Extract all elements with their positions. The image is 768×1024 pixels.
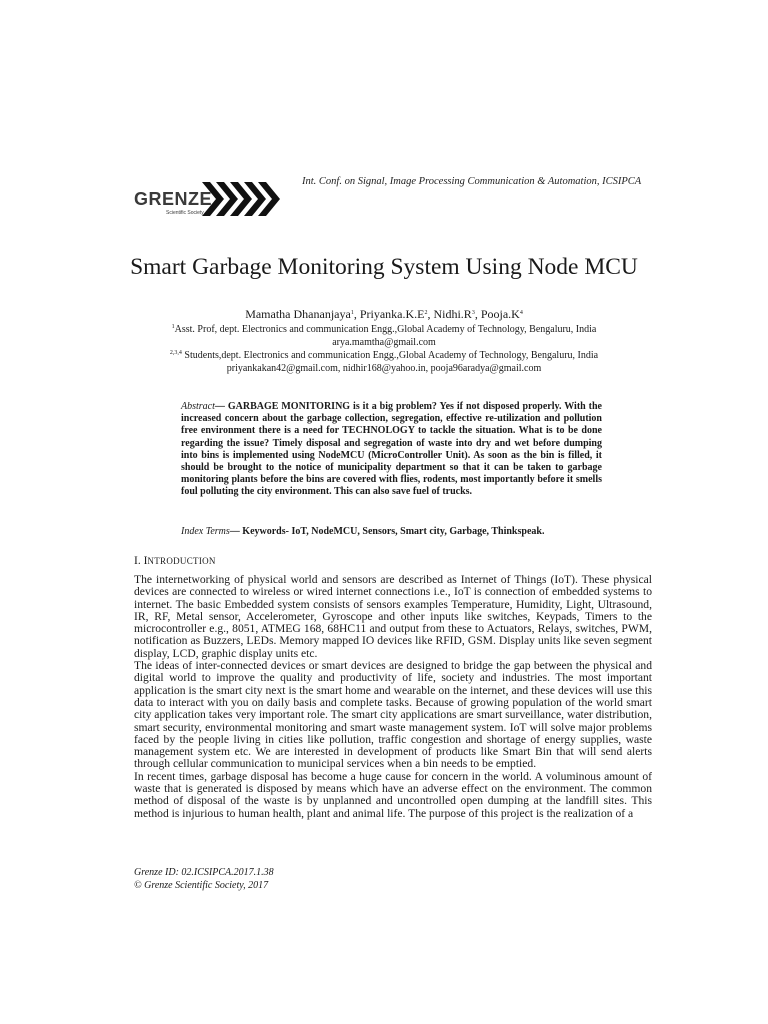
affiliation-sup: 1 <box>171 324 175 330</box>
section-number: I. I <box>134 555 148 567</box>
chevrons-icon <box>202 178 280 220</box>
abstract-lead: Abstract <box>181 401 215 412</box>
index-terms-lead: Index Terms <box>181 526 230 537</box>
logo-wordmark: GRENZE <box>134 189 213 209</box>
paragraph: In recent times, garbage disposal has become a huge cause for concern in the world. A voluminous amount of waste that is generated is disposed by means which have an adverse effect on the environment. The common method of disposal of the waste is by unplanned and uncontrolled open dumping at the landfill sites. This method is injurious to human health, plant and animal life. The purpose of this project is the realization of a <box>134 769 652 820</box>
section-heading <box>134 555 216 567</box>
index-terms-text: — Keywords- IoT, NodeMCU, Sensors, Smart city, Garbage, Thinkspeak. <box>229 526 545 537</box>
affiliation-sup: 2,3,4 <box>169 350 182 356</box>
abstract-text: — GARBAGE MONITORING is it a big problem? Yes if not disposed properly. With the increased concern about the garbage collection, segregation, effective re-utilization and pollution free environment there is a need for TECHNOLOGY to tackle the situation. What is to be done regarding the issue? Timely disposal and segregation of waste into dry and wet before dumping into bins is implemented using NodeMCU (MicroController Unit). As soon as the bin is filled, it should be brought to the notice of municipality department so that it can be taken to garbage monitoring plants before the bins are covered with flies, rodents, most importantly before it smells foul polluting the city environment. This can also save fuel of trucks. <box>181 401 602 498</box>
author-sup: 4 <box>519 310 523 316</box>
affiliation-2-email: priyankakan42@gmail.com, nidhir168@yahoo.in, pooja96aradya@gmail.com <box>226 363 542 374</box>
grenze-logo <box>134 176 280 222</box>
affiliation-2 <box>0 350 768 361</box>
affiliation-text: Asst. Prof, dept. Electronics and communication Engg.,Global Academy of Technology, Bengaluru, India <box>174 324 597 335</box>
grenze-id: Grenze ID: 02.ICSIPCA.2017.1.38 <box>134 867 274 878</box>
author-name: Pooja.K <box>480 307 520 321</box>
affiliation-1 <box>0 324 768 335</box>
section-title: NTRODUCTION <box>147 556 216 566</box>
author-sup: 2 <box>424 310 428 316</box>
affiliation-text: Students,dept. Electronics and communication Engg.,Global Academy of Technology, Bengaluru, India <box>181 350 599 361</box>
author-name: Nidhi.R <box>433 307 472 321</box>
author-name: Mamatha Dhananjaya <box>245 307 351 321</box>
body-text <box>134 574 652 820</box>
affiliation-1-email: arya.mamtha@gmail.com <box>332 337 436 348</box>
author-name: Priyanka.K.E <box>359 307 425 321</box>
copyright: © Grenze Scientific Society, 2017 <box>134 880 269 891</box>
author-sup: 1 <box>350 310 354 316</box>
author-sup: 3 <box>471 310 475 316</box>
paragraph: The internetworking of physical world and sensors are described as Internet of Things (IoT). These physical devices are connected to wireless or wired internet connections i.e., IoT is connection of embedded systems to internet. The basic Embedded system consists of sensors examples Temperature, Humidity, Light, Ultrasound, IR, RF, Metal sensor, Accelerometer, Gyroscope and other inputs like switches, Keypads, Timers to the microcontroller e.g., 8051, ATMEG 168, 68HC11 and output from these to Actuators, Relays, switches, PWM, notification as Buzzers, LEDs. Memory mapped IO devices like RFID, GSM. Display units like seven segment display, LCD, graphic display units etc. <box>134 573 652 660</box>
logo-subtitle: Scientific Society <box>166 210 204 216</box>
abstract <box>181 401 602 499</box>
conference-name: Int. Conf. on Signal, Image Processing Communication & Automation, ICSIPCA <box>302 176 642 187</box>
index-terms <box>181 526 621 537</box>
author-list: Mamatha Dhananjaya$^1$, $Priyanka.K.E^2$, $Nidhi.R^3$, $Pooja.K^4$ <box>245 307 523 321</box>
paper-title: Smart Garbage Monitoring System Using Node MCU <box>130 254 638 280</box>
footer <box>134 866 274 892</box>
paragraph: The ideas of inter-connected devices or smart devices are designed to bridge the gap between the physical and digital world to improve the quality and productivity of life, society and industries. The most important application is the smart city next is the smart home and wearable on the internet, and these devices will use this data to interact with you on daily basis and complete tasks. Because of growing population of the world smart city application takes very important role. The smart city applications are smart surveillance, water distribution, smart security, environmental monitoring and smart waste management system. IoT will solve major problems faced by the people living in cities like pollution, traffic congestion and shortage of energy supplies, waste management system etc. We are interested in development of products like Smart Bin that will send alerts through cellular communication to municipal services when a bin needs to be emptied. <box>134 659 652 771</box>
